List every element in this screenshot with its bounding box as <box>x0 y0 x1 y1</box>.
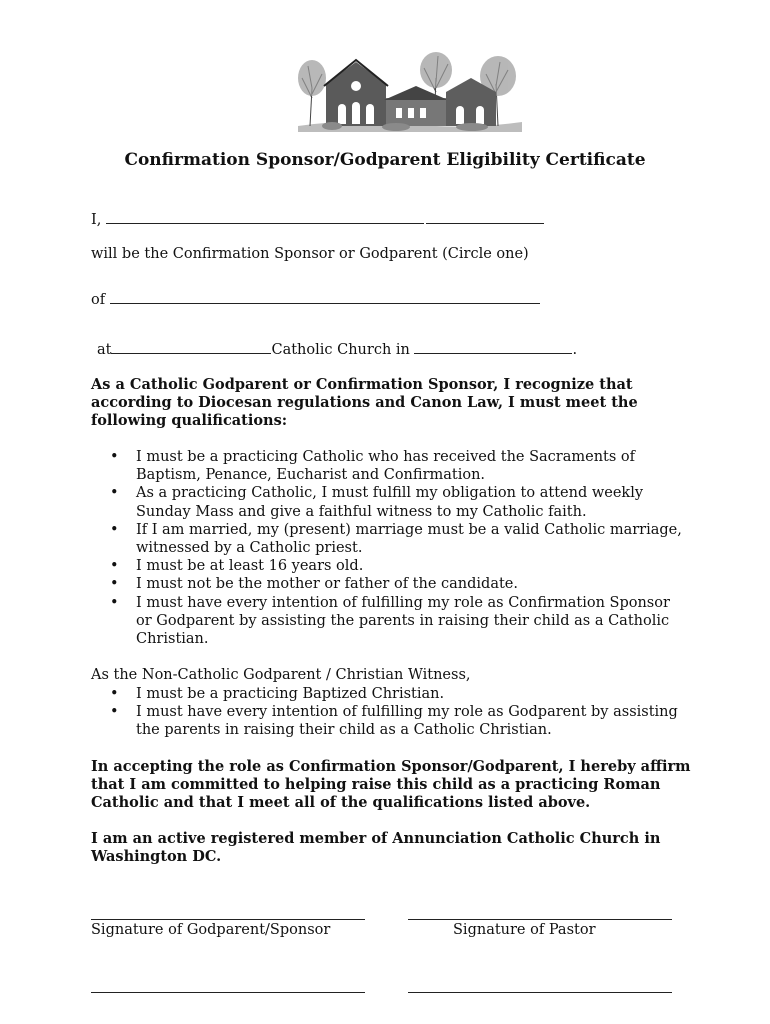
church-name-field[interactable] <box>111 340 271 354</box>
name-line <box>91 210 544 228</box>
catholic-qualifications-list <box>110 448 690 648</box>
church-illustration <box>296 48 524 132</box>
candidate-prefix: of <box>91 292 106 308</box>
sponsor-date-line[interactable] <box>91 992 365 993</box>
list-item: • If I am married, my (present) marriage must be a valid Catholic marriage, witnessed by a Catholic priest. <box>110 521 682 557</box>
list-item: • I must have every intention of fulfilling my role as Confirmation Sponsor or Godparent by assisting the parents in raising their child as a Catholic Christian. <box>110 594 670 648</box>
church-prefix: at <box>97 342 112 358</box>
name-field-extra[interactable] <box>426 210 544 224</box>
bullet: • <box>110 485 119 502</box>
list-item: • I must be a practicing Baptized Christian. <box>110 686 445 702</box>
bullet: • <box>110 704 119 721</box>
affirmation-text: In accepting the role as Confirmation Sponsor/Godparent, I hereby affirm that I am committed to helping raise this child as a practicing Roman Catholic and that I meet all of the qualifications listed above. <box>91 758 691 811</box>
sponsor-signature-label: Signature of Godparent/Sponsor <box>91 922 331 938</box>
bullet: • <box>110 686 119 702</box>
church-city-field[interactable] <box>414 340 572 354</box>
list-item: • I must be a practicing Catholic who has received the Sacraments of Baptism, Penance, Eucharist and Confirmation. <box>110 449 636 484</box>
bullet: • <box>110 449 119 465</box>
bullet: • <box>110 594 119 611</box>
church-line <box>97 340 577 358</box>
candidate-line <box>91 290 540 308</box>
list-item: • As a practicing Catholic, I must fulfill my obligation to attend weekly Sunday Mass and give a faithful witness to my Catholic faith. <box>110 485 644 520</box>
church-middle-text: Catholic Church in <box>271 342 410 358</box>
list-item: • I must have every intention of fulfilling my role as Godparent by assisting the parents in raising their child as a Catholic Christian. <box>110 704 678 739</box>
list-item: • I must not be the mother or father of the candidate. <box>110 576 518 593</box>
role-line: will be the Confirmation Sponsor or Godparent (Circle one) <box>91 246 529 262</box>
page-title: Confirmation Sponsor/Godparent Eligibility Certificate <box>124 150 646 170</box>
church-suffix: . <box>572 342 578 358</box>
noncatholic-intro: As the Non-Catholic Godparent / Christian Witness, <box>91 667 471 683</box>
candidate-field[interactable] <box>110 290 540 304</box>
bullet: • <box>110 558 119 575</box>
catholic-intro: As a Catholic Godparent or Confirmation Sponsor, I recognize that according to Diocesan regulations and Canon Law, I must meet the following qualifications: <box>91 376 638 429</box>
name-prefix: I, <box>91 212 102 228</box>
noncatholic-qualifications-list <box>110 685 690 740</box>
membership-text: I am an active registered member of Annunciation Catholic Church in Washington DC. <box>91 830 661 865</box>
pastor-date-line[interactable] <box>408 992 672 993</box>
sponsor-signature-line[interactable] <box>91 919 365 920</box>
name-field[interactable] <box>106 210 424 224</box>
bullet: • <box>110 576 119 593</box>
list-item: • I must be at least 16 years old. <box>110 558 364 575</box>
pastor-signature-label: Signature of Pastor <box>453 922 596 938</box>
pastor-signature-line[interactable] <box>408 919 672 920</box>
bullet: • <box>110 521 119 538</box>
